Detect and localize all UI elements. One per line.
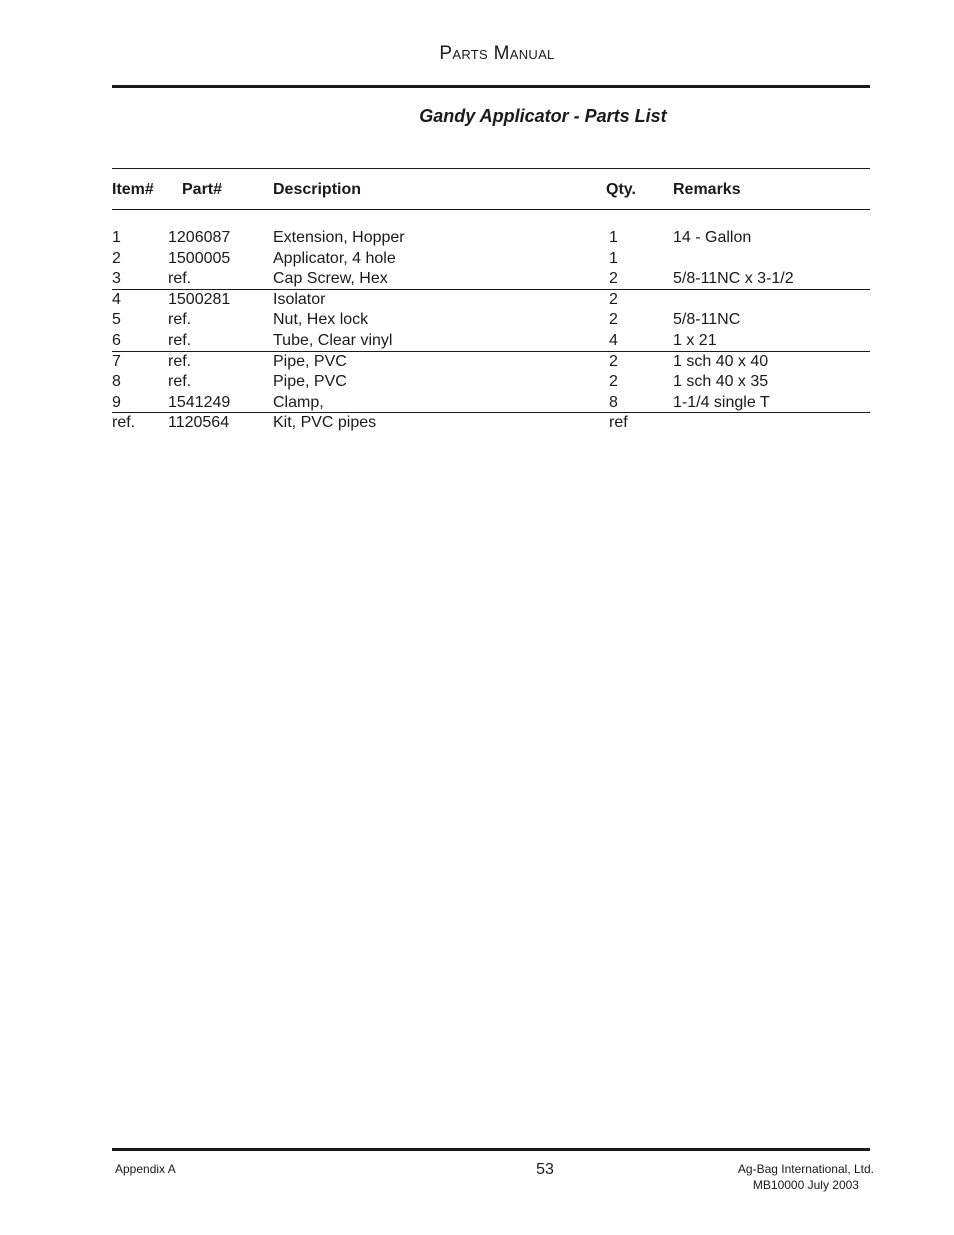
cell-item: 4 <box>112 290 121 308</box>
cell-description: Pipe, PVC <box>273 373 347 391</box>
cell-part: 1500005 <box>168 249 231 267</box>
column-header-part: Part# <box>182 181 223 198</box>
cell-part: 1120564 <box>168 414 230 432</box>
cell-description: Kit, PVC pipes <box>273 414 377 432</box>
cell-description: Cap Screw, Hex <box>273 270 388 288</box>
page-header-title: Parts Manual <box>439 43 555 64</box>
cell-remarks: 1 sch 40 x 35 <box>673 373 769 391</box>
cell-qty: 1 <box>609 229 618 246</box>
cell-qty: 2 <box>609 270 618 288</box>
footer-doc-id: MB10000 July 2003 <box>752 1178 859 1192</box>
cell-part: 1206087 <box>168 229 231 246</box>
cell-qty: 4 <box>609 331 618 349</box>
cell-description: Pipe, PVC <box>273 352 347 370</box>
cell-part: ref. <box>168 373 192 391</box>
cell-part: ref. <box>168 331 192 349</box>
table-row <box>112 393 870 414</box>
cell-description: Extension, Hopper <box>273 229 405 246</box>
column-header-qty: Qty. <box>606 181 636 198</box>
cell-qty: 8 <box>609 393 618 411</box>
cell-description: Clamp, <box>273 393 324 411</box>
cell-item: ref. <box>112 414 136 432</box>
cell-qty: 2 <box>609 290 618 308</box>
cell-qty: 2 <box>609 311 618 329</box>
table-row <box>112 310 870 331</box>
cell-description: Tube, Clear vinyl <box>273 331 393 349</box>
cell-remarks: 5/8-11NC x 3-1/2 <box>673 270 794 288</box>
table-body <box>112 228 870 434</box>
footer-section-label: Appendix A <box>115 1162 176 1176</box>
cell-qty: 1 <box>609 249 618 267</box>
parts-list-title: Gandy Applicator - Parts List <box>419 106 667 126</box>
cell-item: 2 <box>112 249 121 267</box>
parts-table <box>112 168 870 434</box>
table-row <box>112 372 870 393</box>
cell-qty: 2 <box>609 352 618 370</box>
column-header-item: Item# <box>112 181 154 198</box>
cell-item: 5 <box>112 311 121 329</box>
cell-remarks: 1 x 21 <box>673 331 717 349</box>
cell-qty: 2 <box>609 373 618 391</box>
table-row <box>112 269 870 290</box>
cell-part: ref. <box>168 270 192 288</box>
page-number: 53 <box>536 1161 554 1178</box>
cell-description: Applicator, 4 hole <box>273 249 396 267</box>
cell-qty: ref <box>609 414 628 432</box>
cell-item: 9 <box>112 393 121 411</box>
table-header-row <box>112 168 870 210</box>
cell-part: ref. <box>168 311 192 329</box>
cell-description: Nut, Hex lock <box>273 311 369 329</box>
cell-remarks: 1-1/4 single T <box>673 393 770 411</box>
column-header-remarks: Remarks <box>673 181 741 198</box>
cell-item: 8 <box>112 373 121 391</box>
cell-remarks: 1 sch 40 x 40 <box>673 352 769 370</box>
footer-company: Ag-Bag International, Ltd. <box>737 1162 874 1176</box>
cell-part: 1500281 <box>168 290 231 308</box>
table-row <box>112 413 870 434</box>
cell-item: 3 <box>112 270 121 288</box>
footer-publisher <box>738 1161 874 1193</box>
table-row <box>112 228 870 249</box>
column-header-description: Description <box>273 181 362 198</box>
cell-description: Isolator <box>273 290 326 308</box>
cell-remarks: 5/8-11NC <box>673 311 741 329</box>
cell-part: ref. <box>168 352 192 370</box>
table-row <box>112 331 870 352</box>
cell-item: 7 <box>112 352 121 370</box>
cell-item: 1 <box>112 229 121 246</box>
table-row <box>112 290 870 311</box>
footer-rule <box>112 1148 870 1151</box>
table-row <box>112 249 870 270</box>
cell-part: 1541249 <box>168 393 231 411</box>
cell-item: 6 <box>112 331 121 349</box>
cell-remarks: 14 - Gallon <box>673 229 752 246</box>
header-rule <box>112 85 870 88</box>
table-row <box>112 352 870 373</box>
